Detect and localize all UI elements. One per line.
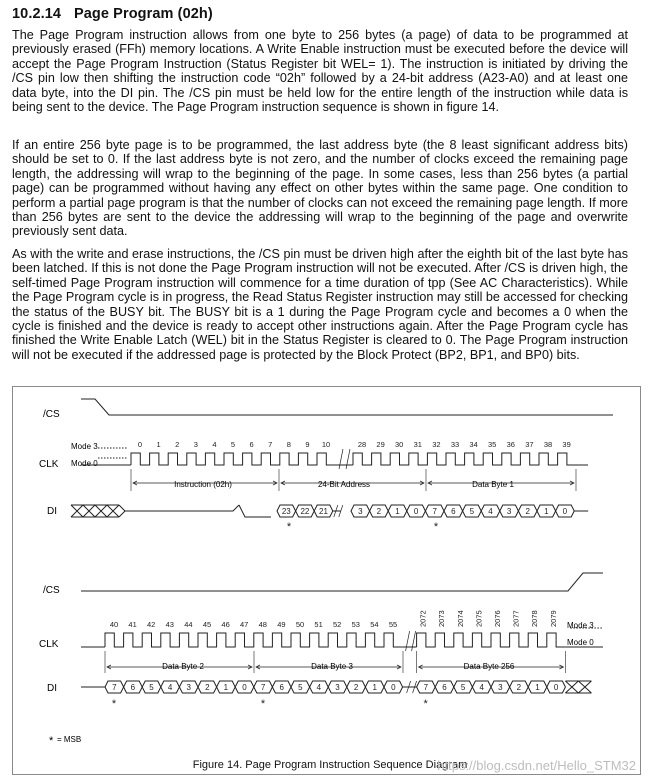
data256-bit-7-text: 7: [423, 683, 429, 692]
clk-train-top-a: [131, 453, 336, 465]
addr-bit-top-low-3-text: 3: [358, 507, 363, 516]
clk-number-bottom-44: 44: [184, 620, 193, 629]
di-low-top: [119, 505, 239, 511]
section-heading: [12, 6, 213, 22]
di-label-bottom: DI: [47, 683, 57, 694]
clk-number-top-10: 10: [321, 440, 331, 449]
clk-number-bottom-2078: 2078: [530, 610, 540, 627]
clk-number-bottom-48: 48: [258, 620, 267, 629]
data256-bit-4-text: 4: [479, 683, 484, 692]
di-rise-top: [239, 505, 271, 517]
clk-number-bottom-2072: 2072: [418, 610, 428, 627]
msb-mark-data1: *: [433, 521, 439, 533]
data-b-bit-5-text: 5: [298, 683, 303, 692]
timing-diagram-frame: [12, 386, 641, 775]
msb-legend-mark: *: [49, 735, 54, 747]
clk-number-top-32: 32: [432, 440, 441, 449]
cs-waveform-bottom: [81, 573, 603, 591]
data-a-bit-6-text: 6: [130, 683, 136, 692]
mode0-label-bottom: Mode 0: [567, 638, 594, 647]
data1-bit-3-text: 3: [506, 507, 512, 516]
clk-train-top-b: [353, 453, 576, 465]
di-dontcare-box-top: [71, 505, 119, 517]
clk-number-bottom-42: 42: [147, 620, 156, 629]
data-b-bit-1-text: 1: [372, 683, 377, 692]
clk-number-top-36: 36: [506, 440, 515, 449]
data-a-bit-5-text: 5: [149, 683, 154, 692]
cs-label-top: /CS: [43, 409, 60, 420]
clk-number-bottom-41: 41: [128, 620, 137, 629]
data-b-bit-0-text: 0: [391, 683, 396, 692]
clk-number-top-4: 4: [212, 440, 217, 449]
clk-number-top-38: 38: [543, 440, 553, 449]
data256-bit-3-text: 3: [498, 683, 503, 692]
data-b-bit-7-text: 7: [260, 683, 266, 692]
paragraph-intro: The Page Program instruction allows from one byte to 256 bytes (a page) of data to be programmed at previously erased (FFh) memory locations. A Write Enable instruction must be executed before the device will accept the Page Program Instruction (Status Register bit WEL= 1). The instruction is initiated by driving the /CS pin low then shifting the instruction code “02h” followed by a 24-bit address (A23-A0) and at least one data byte, into the DI pin. The /CS pin must be held low for the entire length of the instruction while data is being sent to the device. The Page Program instruction sequence is shown in figure 14.: [12, 28, 628, 115]
clk-number-top-35: 35: [488, 440, 497, 449]
data-b-bit-6-text: 6: [279, 683, 284, 692]
data1-bit-1-text: 1: [544, 507, 549, 516]
data-a-bit-0-text: 0: [242, 683, 247, 692]
clk-number-top-1: 1: [156, 440, 161, 449]
clk-train-bottom-b: [417, 633, 566, 647]
data1-bit-6-text: 6: [451, 507, 456, 516]
data-a-bit-4-text: 4: [167, 683, 173, 692]
msb-mark-data256: *: [423, 698, 428, 710]
watermark: https://blog.csdn.net/Hello_STM32: [437, 758, 636, 773]
section-title: Page Program (02h): [74, 6, 213, 22]
data-byte-2-label: Data Byte 2: [162, 662, 204, 671]
cs-label-bottom: /CS: [43, 585, 60, 596]
clk-number-bottom-2079: 2079: [548, 610, 558, 627]
clk-number-bottom-54: 54: [370, 620, 379, 629]
clk-number-bottom-52: 52: [333, 620, 342, 629]
clk-number-top-28: 28: [357, 440, 367, 449]
instruction-label: Instruction (02h): [174, 480, 232, 489]
data-b-bit-4-text: 4: [316, 683, 322, 692]
clk-number-bottom-45: 45: [202, 620, 212, 629]
data1-bit-2-text: 2: [525, 507, 530, 516]
addr-bit-top-low-2-text: 2: [376, 507, 382, 516]
clk-train-bottom-a: [105, 633, 403, 647]
clk-number-bottom-46: 46: [221, 620, 230, 629]
di-dontcare-top-1: [83, 505, 95, 517]
clk-number-bottom-55: 55: [388, 620, 398, 629]
data1-bit-5-text: 5: [469, 507, 475, 516]
addr-bit-top-22-text: 22: [300, 507, 310, 516]
mode3-label-bottom: Mode 3: [567, 621, 594, 630]
data-byte-1-label: Data Byte 1: [472, 480, 514, 489]
address-label: 24-Bit Address: [317, 480, 371, 489]
clk-number-bottom-2076: 2076: [493, 610, 502, 627]
clk-number-top-33: 33: [450, 440, 460, 449]
clk-number-bottom-51: 51: [314, 620, 323, 629]
section-number: 10.2.14: [12, 6, 62, 22]
clk-number-top-3: 3: [193, 440, 198, 449]
msb-legend-text: = MSB: [57, 735, 82, 744]
figure-caption: Figure 14. Page Program Instruction Sequence Diagram: [192, 759, 468, 771]
data256-bit-5-text: 5: [460, 683, 466, 692]
di-low-top-b: [119, 511, 125, 517]
clk-number-bottom-47: 47: [240, 620, 249, 629]
addr-bit-top-21-text: 21: [319, 507, 328, 516]
di-dontcare-top-0: [71, 505, 83, 517]
data256-bit-2-text: 2: [516, 683, 522, 692]
clk-number-bottom-50: 50: [295, 620, 305, 629]
addr-bit-top-23-text: 23: [281, 507, 291, 516]
clk-number-bottom-43: 43: [165, 620, 174, 629]
paragraph-cs-timing: As with the write and erase instructions, the /CS pin must be driven high after the eighth bit of the last byte has been latched. If this is not done the Page Program instruction will not be executed. After /CS is driven high, the self-timed Page Program instruction will commence for a time duration of tpp (See AC Characteristics). While the Page Program cycle is in progress, the Read Status Register instruction may still be accessed for checking the status of the BUSY bit. The BUSY bit is a 1 during the Page Program cycle and becomes a 0 when the cycle is finished and the device is ready to accept other instructions again. After the Page Program cycle has finished the Write Enable Latch (WEL) bit in the Status Register is cleared to 0. The Page Program instruction will not be executed if the addressed page is protected by the Block Protect (BP2, BP1, and BP0) bits.: [12, 247, 628, 362]
clk-label-top: CLK: [39, 459, 59, 470]
clk-number-bottom-2074: 2074: [455, 610, 465, 627]
data-byte-256-label: Data Byte 256: [463, 662, 515, 671]
data-a-bit-3-text: 3: [186, 683, 191, 692]
di-dontcare-top-3: [107, 505, 119, 517]
addr-bit-top-low-0-text: 0: [413, 507, 419, 516]
clk-number-top-5: 5: [230, 440, 236, 449]
clk-number-bottom-49: 49: [277, 620, 286, 629]
data256-bit-1-text: 1: [535, 683, 540, 692]
clk-break-mark-top: [339, 449, 350, 469]
data1-bit-7-text: 7: [432, 507, 437, 516]
clk-number-top-0: 0: [137, 440, 143, 449]
data-b-bit-2-text: 2: [353, 683, 359, 692]
clk-break-mark-bottom: [406, 631, 416, 651]
timing-diagram: [13, 387, 640, 774]
data-a-bit-7-text: 7: [112, 683, 117, 692]
di-dontcare-bottom-0: [565, 681, 578, 693]
paragraph-partial-page: If an entire 256 byte page is to be programmed, the last address byte (the 8 least significant address bits) should be set to 0. If the last address byte is not zero, and the number of clocks exceed the remaining page length, the addressing will wrap to the beginning of the page. In some cases, less than 256 bytes (a partial page) can be programmed without having any effect on other bytes within the same page. One condition to perform a partial page program is that the number of clocks can not exceed the remaining page length. If more than 256 bytes are sent to the device the addressing will wrap to the beginning of the page and overwrite previously sent data.: [12, 138, 628, 239]
clk-number-top-39: 39: [562, 440, 571, 449]
clk-number-bottom-2073: 2073: [437, 610, 447, 627]
mode3-label-top: Mode 3: [71, 442, 98, 451]
msb-mark-data3: *: [260, 698, 266, 710]
clk-number-bottom-2077: 2077: [511, 610, 521, 627]
data256-bit-6-text: 6: [442, 683, 447, 692]
clk-number-top-2: 2: [175, 440, 180, 449]
data1-bit-0-text: 0: [562, 507, 568, 516]
clk-number-bottom-53: 53: [351, 620, 360, 629]
clk-label-bottom: CLK: [39, 639, 59, 650]
clk-number-top-6: 6: [249, 440, 254, 449]
msb-mark-data2: *: [111, 698, 117, 710]
mode0-label-top: Mode 0: [71, 459, 98, 468]
addr-bit-top-low-1-text: 1: [395, 507, 400, 516]
data-a-bit-2-text: 2: [205, 683, 210, 692]
data1-bit-4-text: 4: [488, 507, 493, 516]
clk-number-bottom-40: 40: [109, 620, 119, 629]
di-label-top: DI: [47, 506, 57, 517]
data-byte-3-label: Data Byte 3: [311, 662, 353, 671]
clk-number-top-7: 7: [268, 440, 273, 449]
data-a-bit-1-text: 1: [223, 683, 229, 692]
data256-bit-0-text: 0: [553, 683, 559, 692]
cs-waveform-top: [81, 399, 613, 415]
clk-number-top-30: 30: [395, 440, 404, 449]
clk-number-top-8: 8: [286, 440, 291, 449]
clk-number-top-34: 34: [469, 440, 478, 449]
di-dontcare-bottom-1: [578, 681, 591, 693]
di-dontcare-box-bottom: [565, 681, 591, 693]
clk-number-bottom-2075: 2075: [474, 610, 484, 627]
msb-mark-addr: *: [286, 521, 292, 533]
clk-number-top-9: 9: [305, 440, 310, 449]
clk-number-top-29: 29: [376, 440, 385, 449]
data-b-bit-3-text: 3: [335, 683, 340, 692]
di-dontcare-top-2: [95, 505, 107, 517]
clk-number-top-37: 37: [525, 440, 534, 449]
clk-number-top-31: 31: [413, 440, 422, 449]
